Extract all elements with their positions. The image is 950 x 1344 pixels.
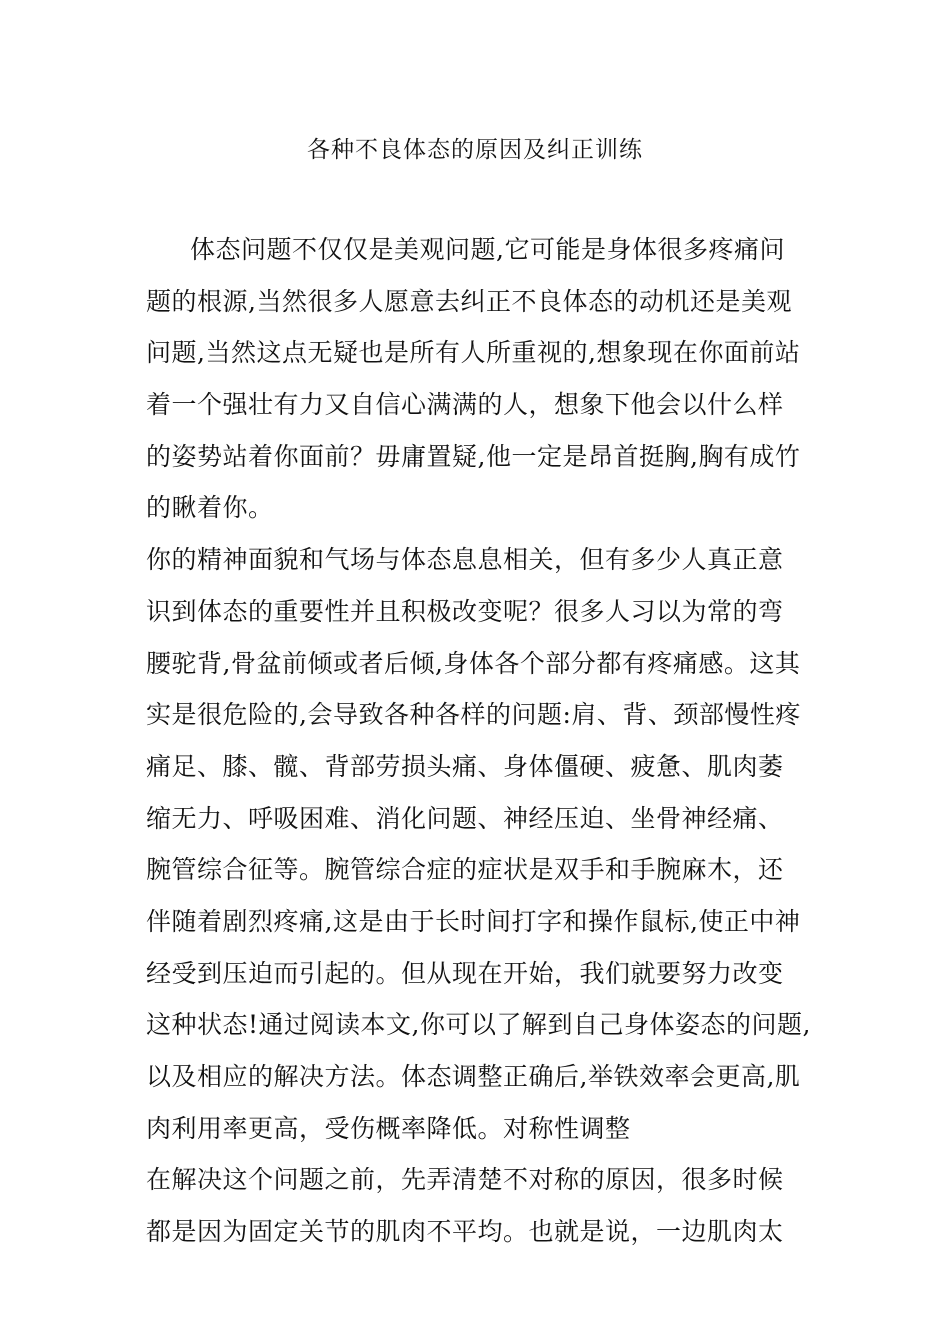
body-line: 实是很危险的,会导致各种各样的问题:肩、背、颈部慢性疼 xyxy=(146,700,801,730)
body-line: 腰驼背,骨盆前倾或者后倾,身体各个部分都有疼痛感。这其 xyxy=(146,648,801,678)
body-line: 的姿势站着你面前？毋庸置疑,他一定是昂首挺胸,胸有成竹 xyxy=(146,441,801,471)
body-line: 的瞅着你。 xyxy=(146,493,274,523)
body-line: 在解决这个问题之前，先弄清楚不对称的原因，很多时候 xyxy=(146,1165,784,1195)
body-line: 这种状态!通过阅读本文,你可以了解到自己身体姿态的问题, xyxy=(146,1010,811,1040)
body-line: 着一个强壮有力又自信心满满的人，想象下他会以什么样 xyxy=(146,390,784,420)
body-line: 伴随着剧烈疼痛,这是由于长时间打字和操作鼠标,使正中神 xyxy=(146,906,801,936)
body-line: 识到体态的重要性并且积极改变呢？很多人习以为常的弯 xyxy=(146,596,784,626)
body-line: 以及相应的解决方法。体态调整正确后,举铁效率会更高,肌 xyxy=(146,1062,801,1091)
body-line: 肉利用率更高，受伤概率降低。对称性调整 xyxy=(146,1113,631,1143)
document-title: 各种不良体态的原因及纠正训练 xyxy=(307,137,643,163)
body-line: 腕管综合征等。腕管综合症的症状是双手和手腕麻木，还 xyxy=(146,855,784,885)
body-line: 痛足、膝、髋、背部劳损头痛、身体僵硬、疲惫、肌肉萎 xyxy=(146,751,784,781)
body-line: 你的精神面貌和气场与体态息息相关，但有多少人真正意 xyxy=(146,545,784,575)
body-line: 问题,当然这点无疑也是所有人所重视的,想象现在你面前站 xyxy=(146,338,801,368)
body-line: 经受到压迫而引起的。但从现在开始，我们就要努力改变 xyxy=(146,958,784,988)
body-line: 体态问题不仅仅是美观问题,它可能是身体很多疼痛问 xyxy=(190,235,785,264)
body-line: 都是因为固定关节的肌肉不平均。也就是说，一边肌肉太 xyxy=(146,1217,784,1247)
document-body xyxy=(146,230,811,1264)
body-line: 题的根源,当然很多人愿意去纠正不良体态的动机还是美观 xyxy=(146,286,792,316)
body-line: 缩无力、呼吸困难、消化问题、神经压迫、坐骨神经痛、 xyxy=(146,803,784,833)
